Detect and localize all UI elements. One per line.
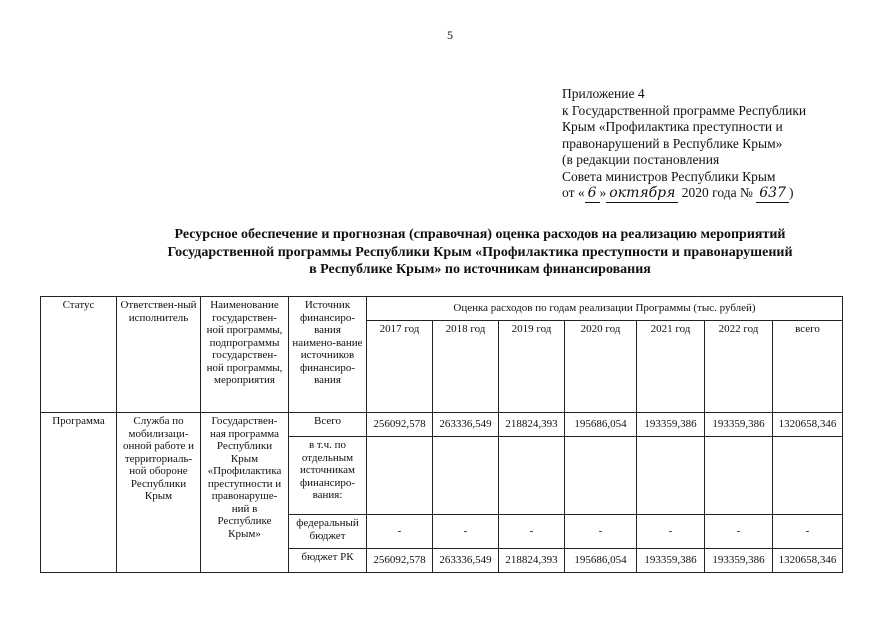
cell-value: 256092,578 [367,413,433,437]
header-year: 2022 год [705,321,773,413]
cell-value: - [637,515,705,549]
cell-status: Программа [41,413,117,573]
appendix-line: Крым «Профилактика преступности и [562,119,783,134]
resource-table [40,296,843,573]
cell-value: 193359,386 [705,413,773,437]
table-row [41,413,843,437]
appendix-line: (в редакции постановления [562,152,720,167]
cell-value: 256092,578 [367,549,433,573]
cell-value [367,437,433,515]
header-year: 2017 год [367,321,433,413]
cell-value: 193359,386 [637,413,705,437]
cell-executor: Служба по мобилизаци-онной работе и территориаль-ной обороне Республики Крым [117,413,201,573]
appendix-line: Совета министров Республики Крым [562,168,776,184]
header-year: 2020 год [565,321,637,413]
cell-value: 195686,054 [565,549,637,573]
cell-value [637,437,705,515]
page-number: 5 [447,28,453,42]
header-status: Статус [41,297,117,413]
cell-total: 1320658,346 [773,413,843,437]
cell-value: 263336,549 [433,413,499,437]
header-name: Наименование государствен-ной программы, подпрограммы государствен-ной программы, мероприятия [201,297,289,413]
cell-value: - [367,515,433,549]
appendix-header [562,86,862,203]
cell-value: 263336,549 [433,549,499,573]
appendix-line: к Государственной программе Республики [562,102,807,118]
close-paren: ) [788,185,794,200]
date-suffix: 2020 года № [681,185,753,200]
cell-value: 193359,386 [705,549,773,573]
title-line: Ресурсное обеспечение и прогнозная (справочная) оценка расходов на реализацию мероприятий [174,227,786,242]
header-estimate: Оценка расходов по годам реализации Программы (тыс. рублей) [367,297,843,321]
cell-value [705,437,773,515]
document-title [100,226,860,279]
cell-source: в т.ч. по отдельным источникам финансиро-вания: [289,437,367,515]
cell-value: - [705,515,773,549]
title-line: в Республике Крым» по источникам финансирования [309,262,651,277]
date-day-handwritten: 6 [585,185,600,203]
header-total: всего [773,321,843,413]
header-year: 2018 год [433,321,499,413]
cell-total: - [773,515,843,549]
appendix-line: Приложение 4 [562,86,645,101]
cell-value: 195686,054 [565,413,637,437]
cell-value: 218824,393 [499,413,565,437]
appendix-line: правонарушений в Республике Крым» [562,135,783,151]
date-month-handwritten: октября [606,185,678,203]
date-mid: » [599,185,607,200]
cell-source: Всего [289,413,367,437]
cell-total [773,437,843,515]
cell-value: - [565,515,637,549]
cell-source: федеральный бюджет [289,515,367,549]
appendix-date-line [562,185,862,203]
header-executor: Ответствен-ный исполнитель [117,297,201,413]
header-year: 2019 год [499,321,565,413]
cell-program-name: Государствен-ная программа Республики Крым «Профилактика преступности и правонаруше-ний в Республике Крым» [201,413,289,573]
cell-value: 218824,393 [499,549,565,573]
cell-value [433,437,499,515]
cell-source: бюджет РК [289,549,367,573]
header-year: 2021 год [637,321,705,413]
cell-value: - [499,515,565,549]
cell-value: - [433,515,499,549]
cell-value [499,437,565,515]
doc-number-handwritten: 637 [756,185,789,203]
cell-value [565,437,637,515]
title-line: Государственной программы Республики Крым «Профилактика преступности и правонарушений [167,244,793,260]
header-source: Источник финансиро-вания наимено-вание источников финансиро-вания [289,297,367,413]
cell-value: 193359,386 [637,549,705,573]
cell-total: 1320658,346 [773,549,843,573]
date-prefix: от « [562,185,585,200]
